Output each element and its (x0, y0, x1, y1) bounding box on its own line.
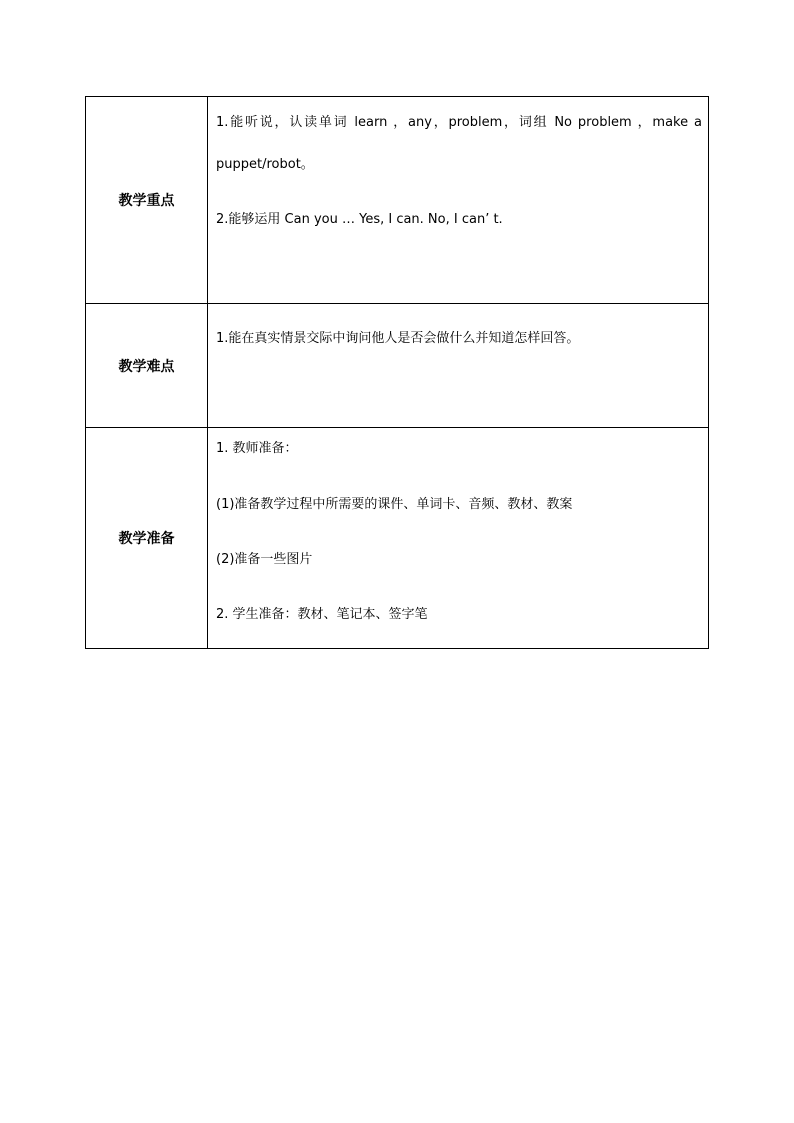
preparation-line-2: (1)准备教学过程中所需要的课件、单词卡、音频、教材、教案 (216, 497, 573, 512)
row-content-key-points (208, 97, 709, 304)
table-row-difficulties (86, 304, 709, 428)
table-row-preparation (86, 428, 709, 649)
preparation-line-3: (2)准备一些图片 (216, 552, 313, 567)
row-label-key-points: 教学重点 (86, 97, 208, 304)
table-row-key-points (86, 97, 709, 304)
row-label-preparation: 教学准备 (86, 428, 208, 649)
row-content-difficulties (208, 304, 709, 428)
key-point-line-1: 1.能听说，认读单词 learn ，any，problem，词组 No problem ，make a (216, 115, 702, 130)
row-content-preparation (208, 428, 709, 649)
row-label-difficulties: 教学难点 (86, 304, 208, 428)
key-point-line-3: 2.能够运用 Can you … Yes, I can. No, I can’ t. (216, 212, 503, 227)
difficulty-line-1: 1.能在真实情景交际中询问他人是否会做什么并知道怎样回答。 (216, 331, 580, 346)
preparation-line-1: 1. 教师准备： (216, 441, 298, 456)
lesson-plan-table (85, 96, 709, 649)
key-point-line-2: puppet/robot。 (216, 157, 314, 172)
preparation-line-4: 2. 学生准备：教材、笔记本、签字笔 (216, 607, 428, 622)
